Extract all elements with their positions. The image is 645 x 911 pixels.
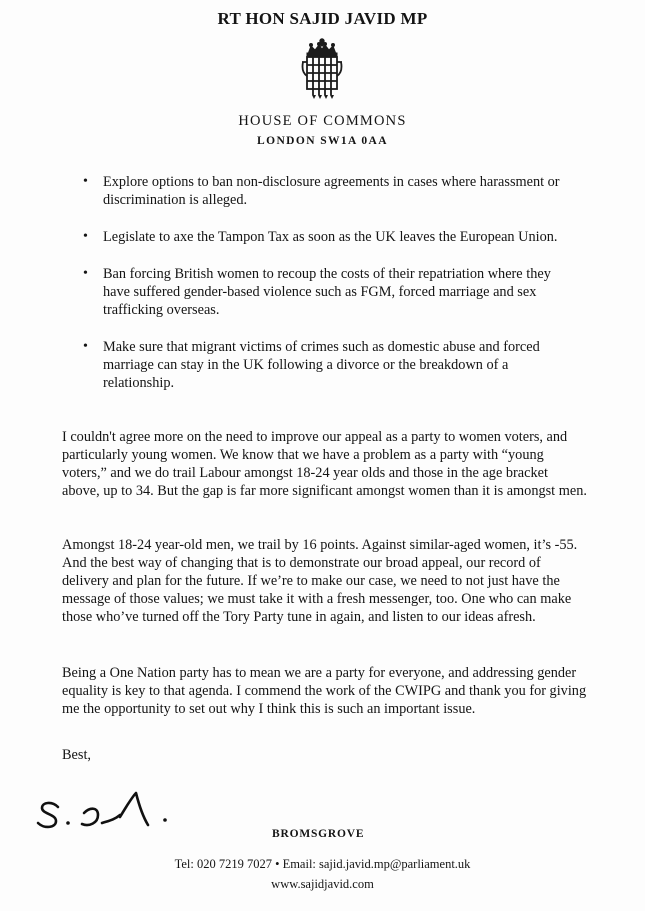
website-link[interactable]: www.sajidjavid.com [271,877,374,891]
bullet-text: Legislate to axe the Tampon Tax as soon as the UK leaves the European Union. [103,229,558,245]
bullet-item [83,265,573,319]
letterhead-house: HOUSE OF COMMONS [238,113,407,129]
constituency-label: BROMSGROVE [272,828,365,840]
bullet-item [83,173,573,209]
bullet-icon: • [83,339,88,354]
contact-line: Tel: 020 7219 7027 • Email: sajid.javid.mp@parliament.uk [174,857,471,871]
policy-bullet-list [83,173,573,411]
body-paragraph: Amongst 18-24 year-old men, we trail by 16 points. Against similar-aged women, it’s -55. And the best way of changing that is to demonstrate our broad appeal, our record of delivery and plan for the future. If we’re to make our case, we need to not just have the message of those values; we must take it with a fresh messenger, too. One who can make those who’ve turned off the Tory Party tune in again, and listen to our ideas afresh. [62,537,578,625]
bullet-text: Ban forcing British women to recoup the costs of their repatriation where they have suffered gender-based violence such as FGM, forced marriage and sex trafficking overseas. [103,266,551,318]
bullet-text: Make sure that migrant victims of crimes such as domestic abuse and forced marriage can stay in the UK following a divorce or the breakdown of a relationship. [103,339,540,391]
body-paragraph: Being a One Nation party has to mean we are a party for everyone, and addressing gender equality is key to that agenda. I commend the work of the CWIPG and thank you for giving me the opportunity to set out why I think this is such an important issue. [62,665,587,717]
body-paragraph: I couldn't agree more on the need to improve our appeal as a party to women voters, and particularly young women. We know that we have a problem as a party with “young voters,” and we do trail Labour amongst 18-24 year olds and those in the age bracket above, up to 34. But the gap is far more significant amongst women than it is amongst men. [62,429,587,499]
bullet-text: Explore options to ban non-disclosure agreements in cases where harassment or discrimination is alleged. [103,174,560,208]
portcullis-icon [300,38,344,100]
letterhead-name: RT HON SAJID JAVID MP [217,9,428,28]
letterhead-address: LONDON SW1A 0AA [257,135,388,147]
closing-salutation: Best, [62,747,91,763]
bullet-item [83,228,573,246]
bullet-icon: • [83,174,88,189]
bullet-icon: • [83,266,88,281]
signature [34,785,224,835]
bullet-icon: • [83,229,88,244]
bullet-item [83,338,573,392]
